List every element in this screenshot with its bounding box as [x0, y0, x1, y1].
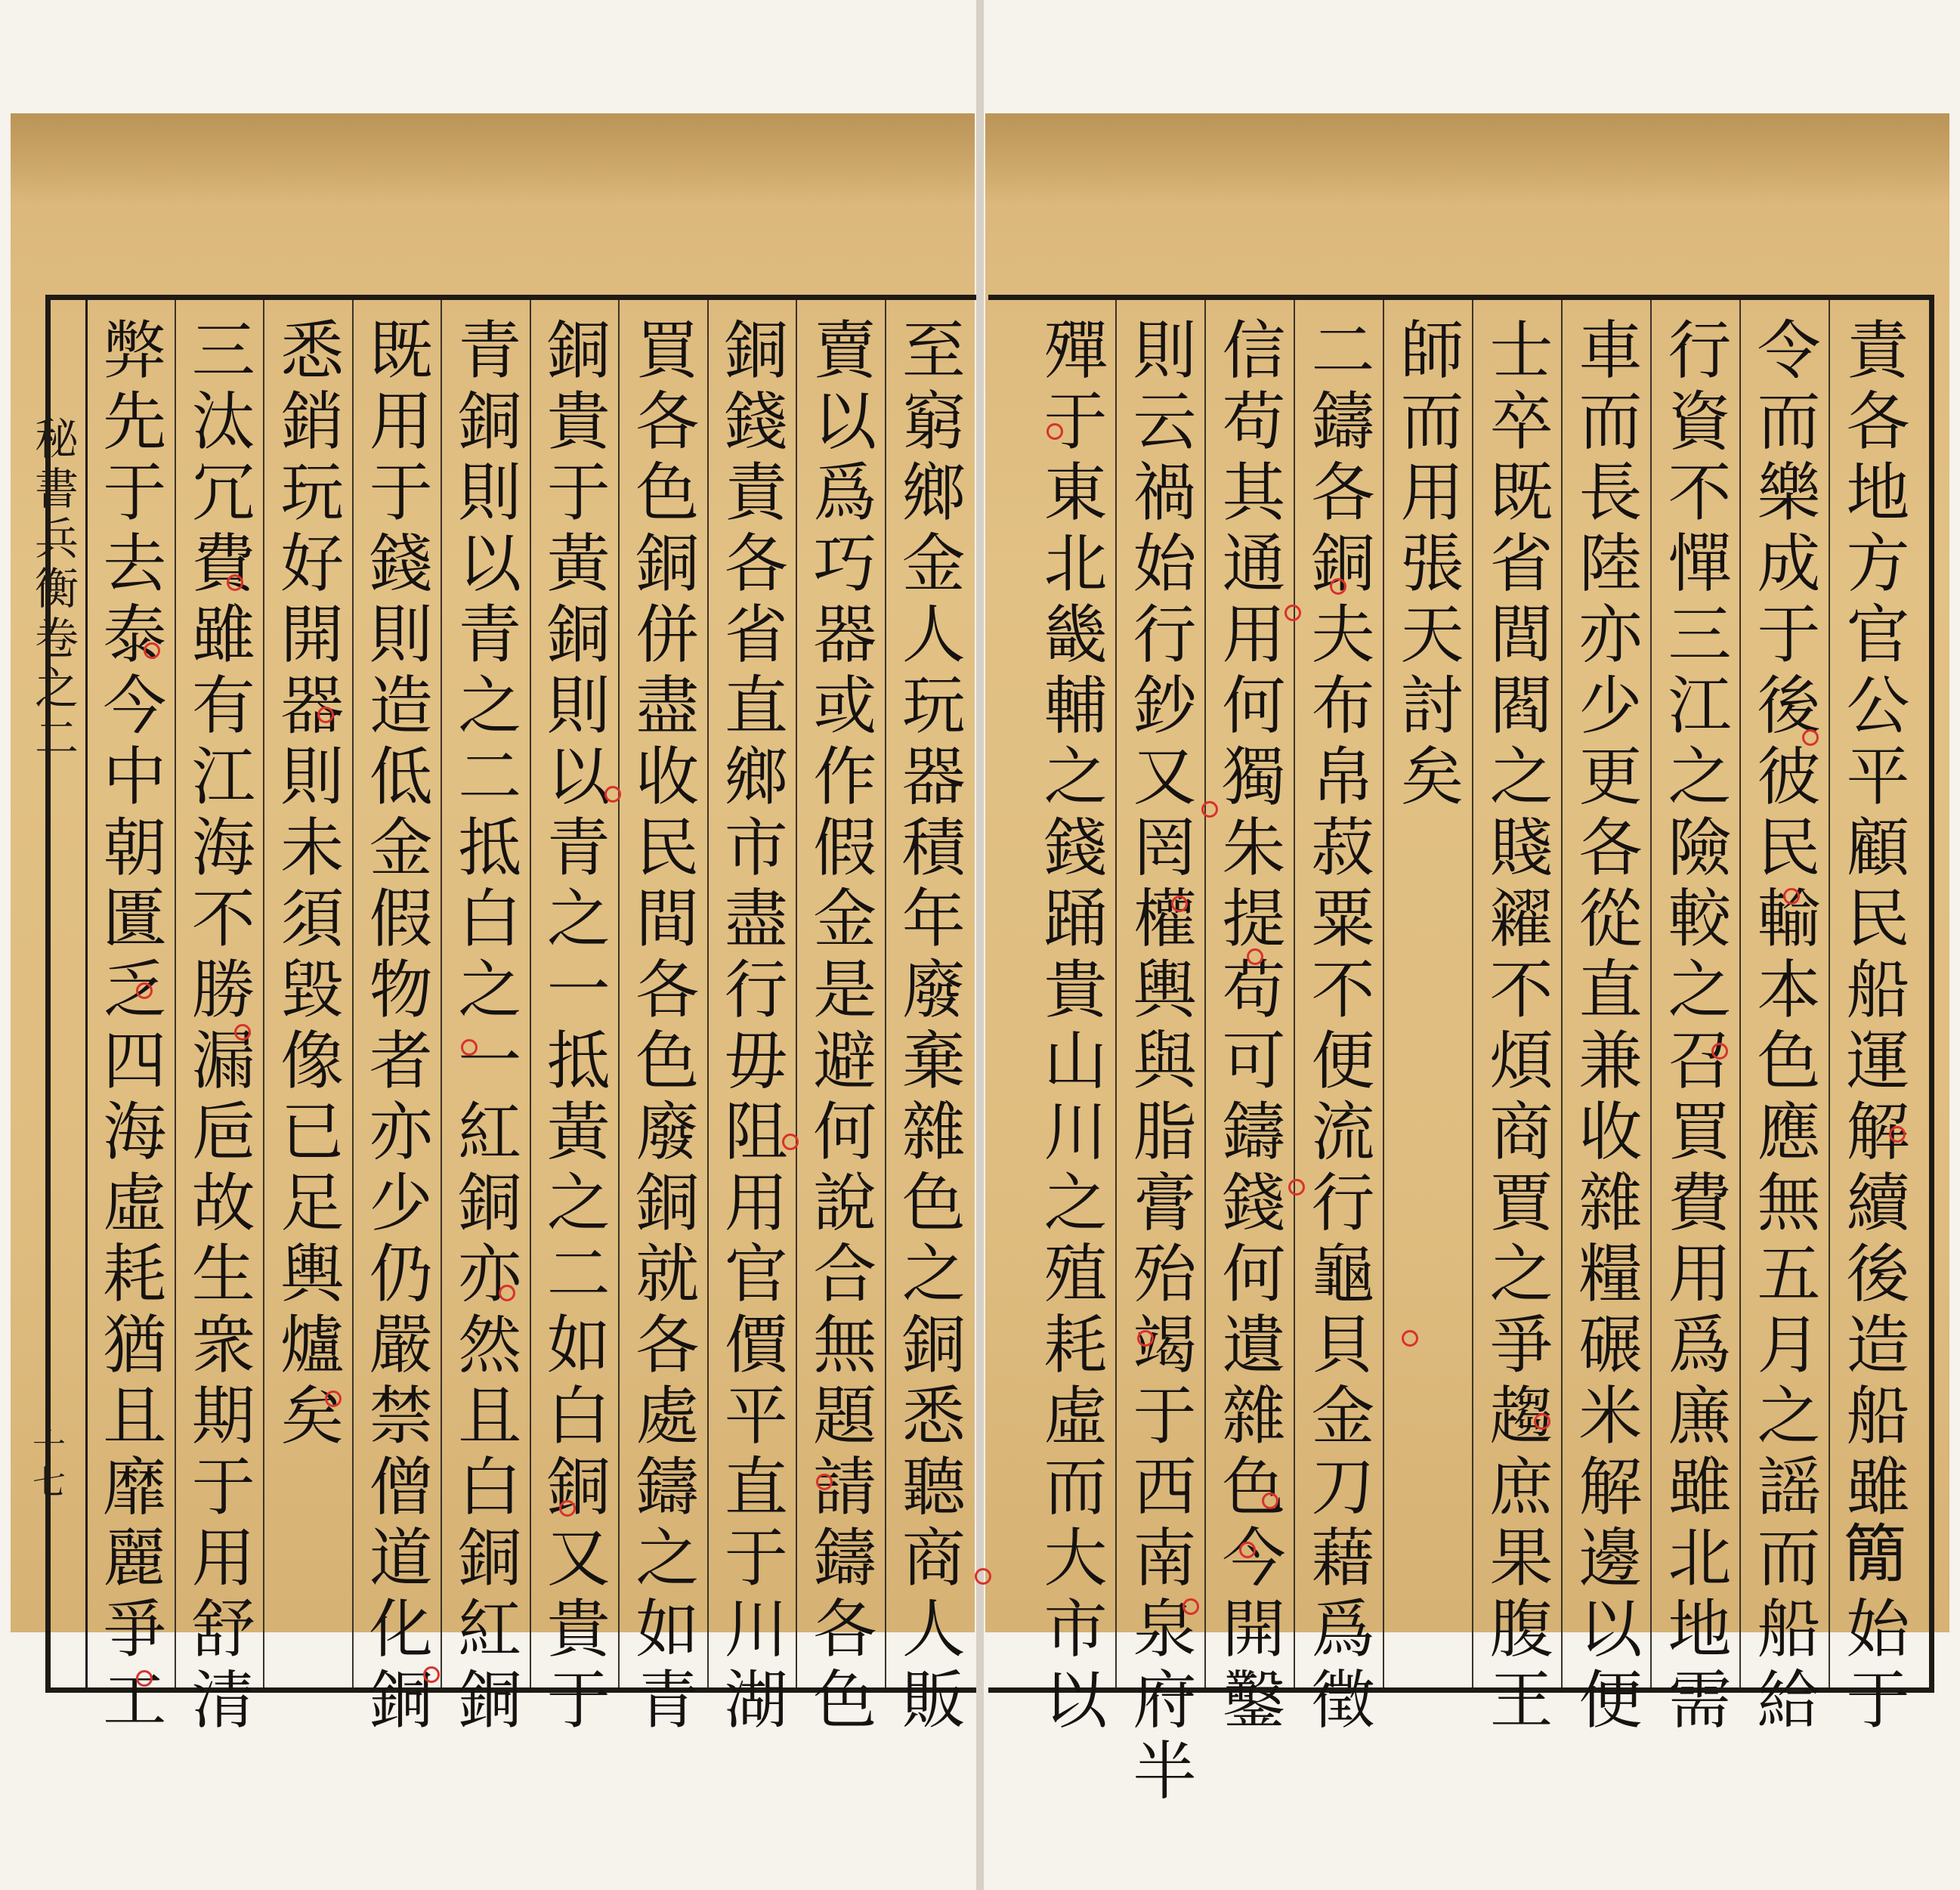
red-punctuation-mark — [1402, 1330, 1418, 1347]
red-punctuation-mark — [1201, 801, 1218, 818]
text-column: 賣以爲巧器或作假金是避何說合無題請鑄各色 — [802, 317, 877, 1737]
text-column: 銅貴于黃銅則以青之一抵黃之二如白銅又貴于 — [536, 317, 611, 1737]
text-column: 三汰冗費雖有江海不勝漏巵故生衆期于用舒清 — [181, 317, 256, 1737]
text-column: 令而樂成于後彼民輸本色應無五月之謡而船給 — [1747, 317, 1821, 1737]
column-rule — [1115, 300, 1117, 1687]
red-punctuation-mark — [1137, 1330, 1154, 1347]
column-rule — [885, 300, 886, 1687]
red-punctuation-mark — [423, 1666, 440, 1683]
text-column: 行資不憚三江之險較之召買費用爲㢘雖北地需 — [1658, 317, 1732, 1737]
red-punctuation-mark — [1889, 1126, 1906, 1143]
column-rule — [1204, 300, 1206, 1687]
column-rule — [1472, 300, 1473, 1687]
book-gutter — [976, 0, 984, 1890]
column-rule — [175, 300, 176, 1687]
text-column: 車而長陸亦少更各從直兼收雜糧碾米解邊以便 — [1569, 317, 1643, 1737]
red-punctuation-mark — [144, 642, 160, 659]
red-punctuation-mark — [136, 1670, 153, 1687]
red-punctuation-mark — [234, 1024, 251, 1041]
red-punctuation-mark — [227, 574, 243, 591]
column-rule — [352, 300, 354, 1687]
red-punctuation-mark — [816, 1474, 833, 1490]
text-column: 買各色銅併盡收民間各色廢銅就各處鑄之如青 — [625, 317, 700, 1737]
column-rule — [441, 300, 442, 1687]
column-rule — [263, 300, 264, 1687]
column-rule — [707, 300, 709, 1687]
red-punctuation-mark — [1182, 1598, 1199, 1615]
text-column: 士卒既省閭閻之賤糴不煩商賈之爭趨庶果腹王 — [1479, 317, 1553, 1737]
right-text-frame — [988, 295, 1934, 1808]
text-column: 則云禍始行鈔又罔權輿與脂膏殆竭于西南泉府半 — [1123, 317, 1197, 1808]
text-column: 信苟其通用何獨朱提苟可鑄錢何遺雜色今開鑿 — [1212, 317, 1286, 1737]
text-column: 銅錢責各省直鄉市盡行毋阻用官價平直于川湖 — [714, 317, 789, 1737]
column-rule — [796, 300, 797, 1687]
red-punctuation-mark — [1171, 896, 1188, 912]
column-rule — [618, 300, 620, 1687]
red-punctuation-mark — [1239, 1542, 1256, 1558]
left-text-frame — [45, 295, 976, 1737]
folio-number: 十七 — [26, 1428, 65, 1501]
column-rule — [1383, 300, 1384, 1687]
red-punctuation-mark — [1534, 1413, 1550, 1430]
red-punctuation-mark — [1711, 1043, 1728, 1059]
column-rule — [1829, 300, 1830, 1687]
column-rule — [1294, 300, 1295, 1687]
text-column: 青銅則以青之二抵白之一紅銅亦然且白銅紅銅 — [447, 317, 522, 1737]
red-punctuation-mark — [1783, 888, 1800, 905]
red-punctuation-mark — [1247, 948, 1263, 965]
red-punctuation-mark — [1046, 423, 1063, 440]
column-rule — [1739, 300, 1741, 1687]
text-column: 殫于東北畿輔之錢踊貴山川之殖耗虛而大市以 — [1034, 317, 1108, 1737]
text-column: 至窮鄉金人玩器積年廢棄雜色之銅悉聽商人販 — [892, 317, 966, 1737]
red-punctuation-mark — [1802, 729, 1819, 746]
red-punctuation-mark — [1288, 1179, 1305, 1196]
text-column: 悉銷玩好開器則未須毀像已足輿爐矣 — [270, 317, 345, 1453]
text-column: 二鑄各銅夫布帛菽粟不便流行龜貝金刀藉爲徵 — [1301, 317, 1375, 1737]
red-punctuation-mark — [499, 1285, 515, 1301]
top-stain — [985, 113, 1949, 204]
red-punctuation-mark — [1285, 605, 1301, 621]
red-punctuation-mark — [1330, 578, 1346, 595]
text-column: 既用于錢則造低金假物者亦少仍嚴禁僧道化銅 — [359, 317, 434, 1737]
text-column: 責各地方官公平顧民船運解續後造船雖𥳑始于 — [1836, 317, 1910, 1737]
red-punctuation-mark — [136, 982, 153, 999]
text-column: 弊先于去泰今中朝匱乏四海虛耗猶且靡麗爭工 — [92, 317, 167, 1737]
column-rule — [530, 300, 531, 1687]
column-rule — [1650, 300, 1652, 1687]
red-punctuation-mark — [975, 1568, 991, 1585]
red-punctuation-mark — [604, 786, 621, 803]
text-column: 師而用張天討矣 — [1390, 317, 1464, 814]
top-stain — [11, 113, 975, 204]
red-punctuation-mark — [325, 1390, 342, 1407]
red-punctuation-mark — [461, 1039, 478, 1056]
red-punctuation-mark — [782, 1134, 799, 1150]
red-punctuation-mark — [317, 707, 334, 723]
red-punctuation-mark — [1262, 1493, 1278, 1509]
red-punctuation-mark — [559, 1500, 576, 1517]
column-rule — [1561, 300, 1563, 1687]
margin-title: 秘書兵衡卷之二 — [27, 416, 79, 765]
